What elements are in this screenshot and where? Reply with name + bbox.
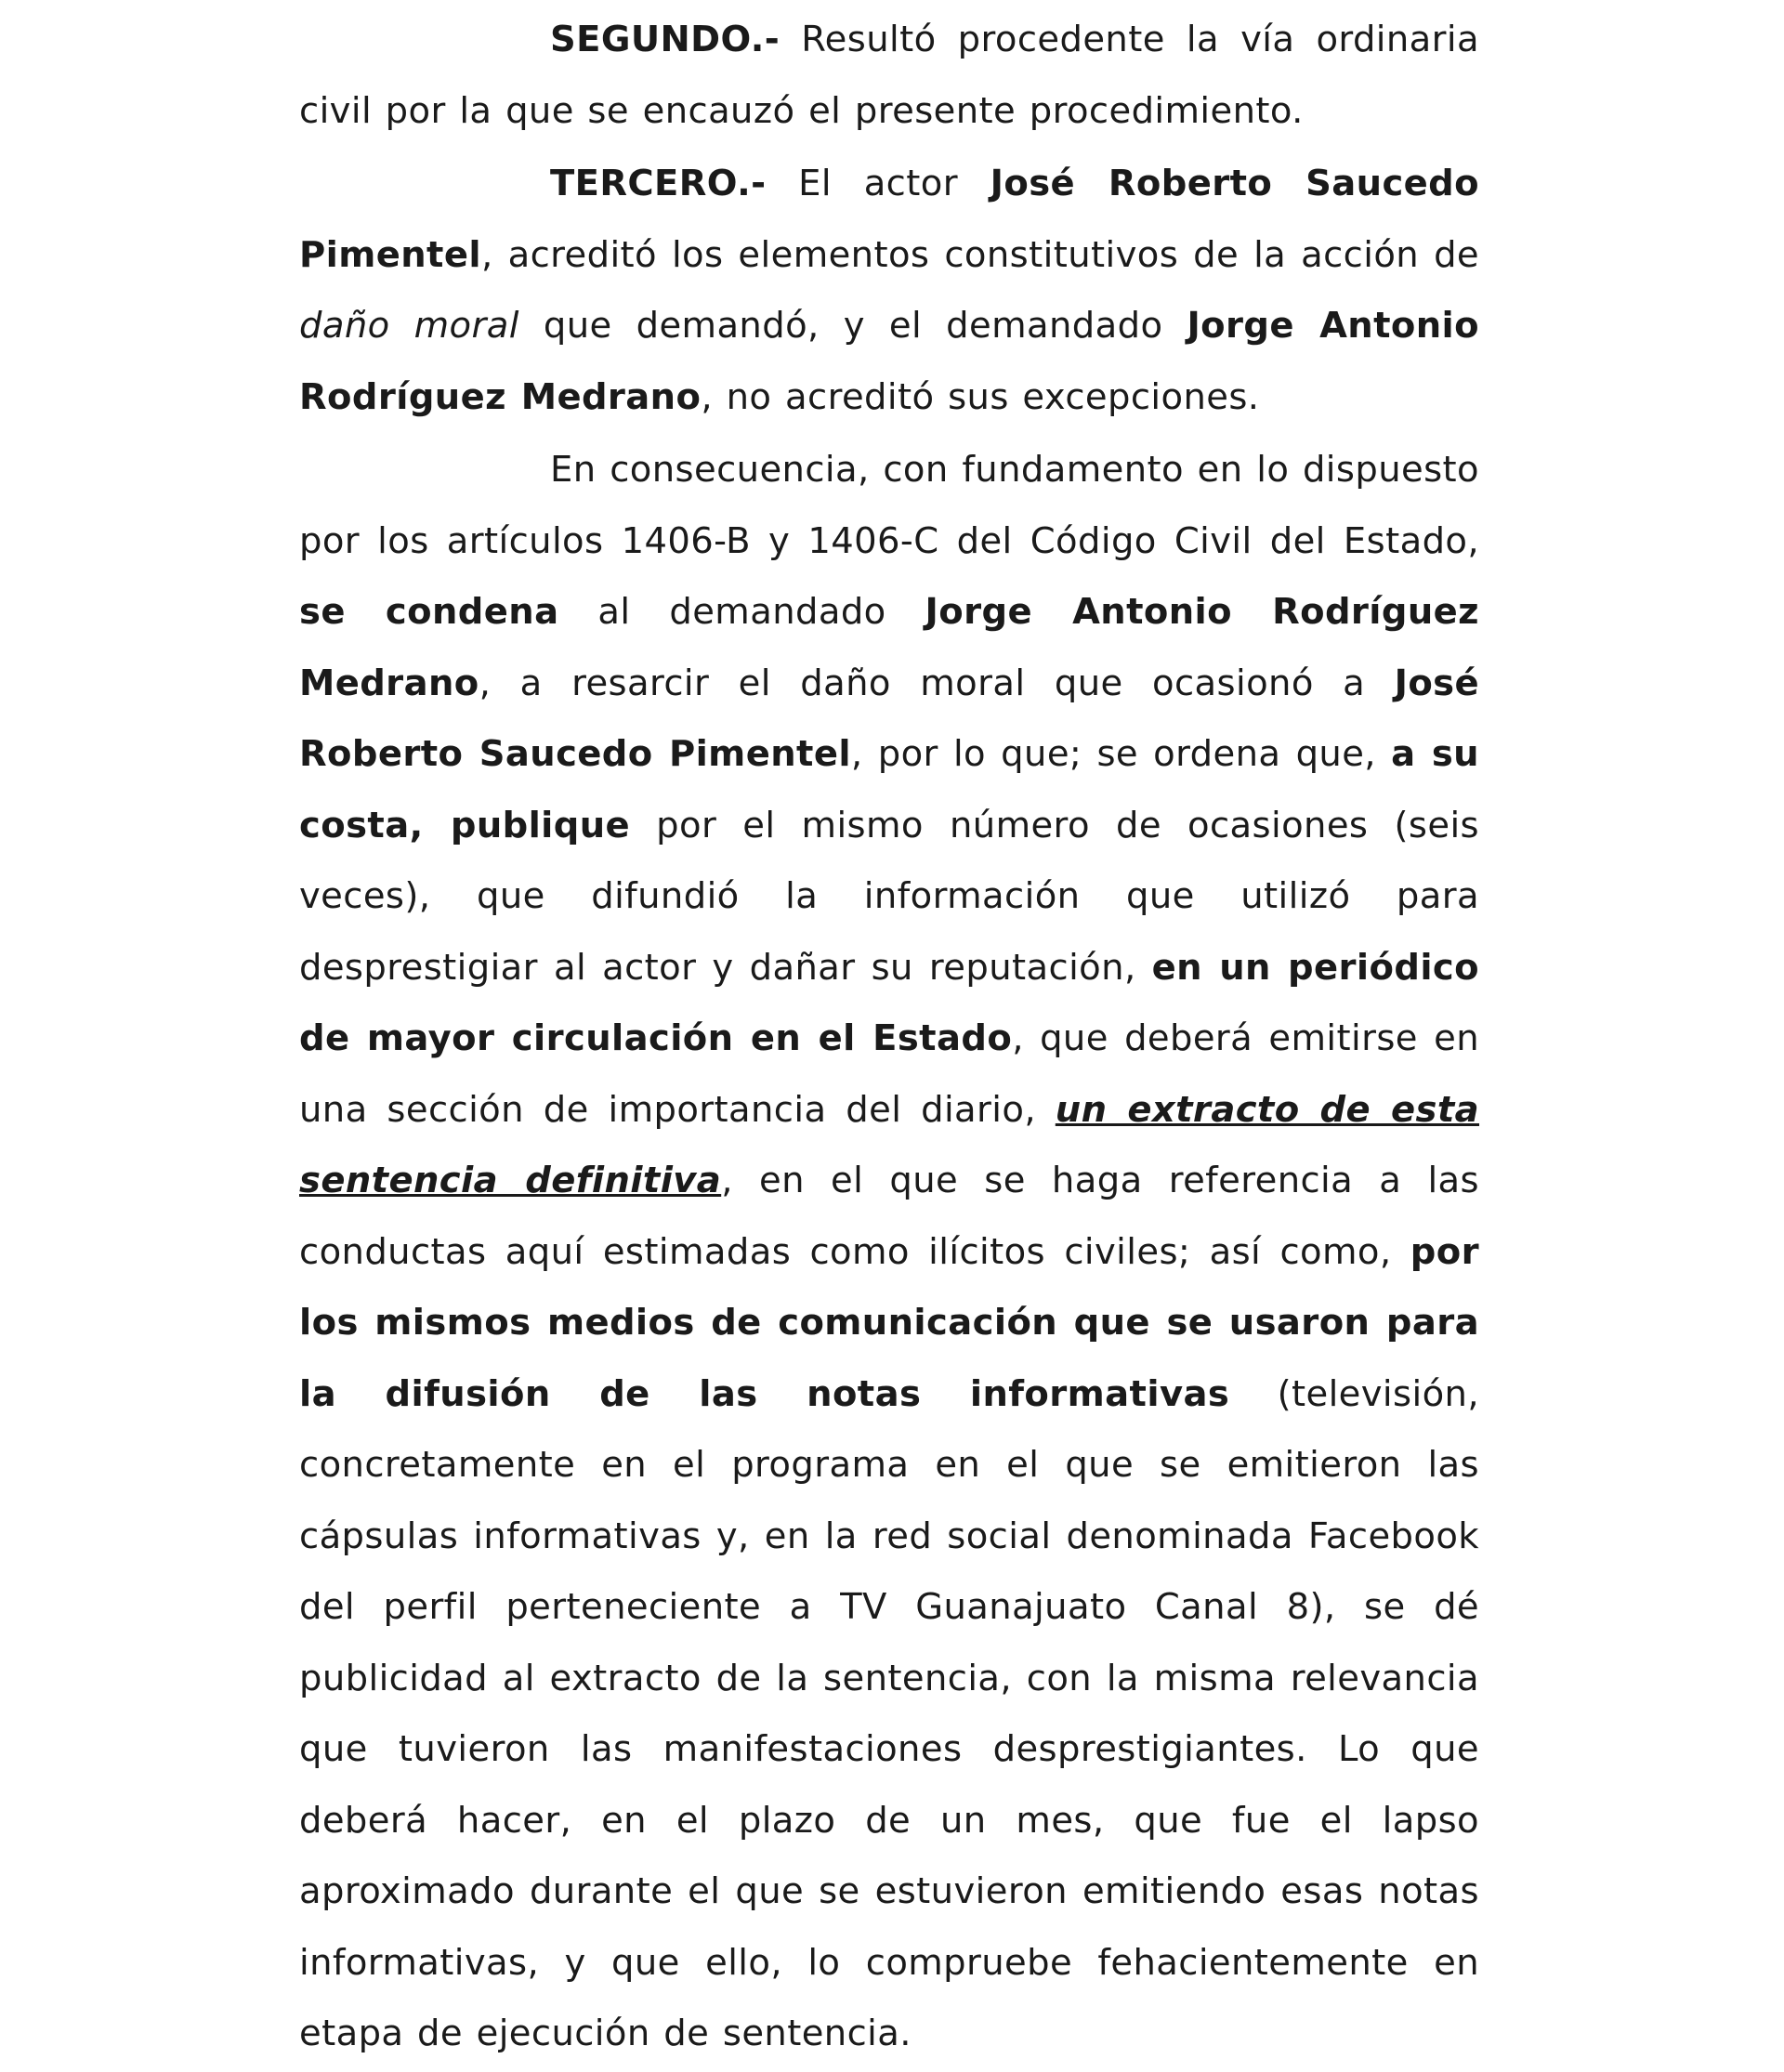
party-name-demandado: Jorge Antonio Rodríguez Medrano xyxy=(299,591,1479,704)
resolutivo-label-tercero: TERCERO.- xyxy=(550,163,767,204)
paragraph-text: Resultó procedente la vía ordinaria civil por la que se encauzó el presente procedimiento. xyxy=(299,19,1479,132)
paragraph-tercero xyxy=(299,149,1479,433)
party-name-actor: José Roberto Saucedo Pimentel xyxy=(299,163,1479,276)
party-name-demandado: Jorge Antonio Rodríguez Medrano xyxy=(299,305,1479,418)
paragraph-segundo xyxy=(299,0,1479,147)
bold-periodico: en un periódico de mayor circulación en el Estado xyxy=(299,946,1479,1059)
bold-se-condena: se condena xyxy=(299,591,559,633)
party-name-actor: José Roberto Saucedo Pimentel xyxy=(299,662,1479,775)
paragraph-text: , a resarcir el daño moral que ocasionó a xyxy=(479,662,1395,704)
paragraph-text: El actor xyxy=(766,163,990,204)
paragraph-text: al demandado xyxy=(558,591,925,633)
paragraph-text: , por lo que; se ordena que, xyxy=(850,733,1392,775)
paragraph-text: En consecuencia, con fundamento en lo dispuesto por los artículos 1406-B y 1406-C del Código Civil del Estado, xyxy=(299,449,1479,562)
paragraph-text: , acreditó los elementos constitutivos de la acción de xyxy=(480,233,1479,276)
paragraph-text: , que deberá emitirse en una sección de importancia del diario, xyxy=(299,1017,1480,1131)
emphasis-dano-moral: daño moral xyxy=(299,305,519,347)
document-page xyxy=(299,0,1479,2072)
paragraph-text: , no acreditó sus excepciones. xyxy=(701,375,1260,418)
paragraph-text: por el mismo número de ocasiones (seis veces), que difundió la información que utilizó para desprestigiar al actor y dañar su reputación, xyxy=(299,804,1479,989)
paragraph-text: que demandó, y el demandado xyxy=(518,305,1187,347)
bold-a-su-costa: a su costa, publique xyxy=(299,733,1479,846)
paragraph-text: , en el que se haga referencia a las conductas aquí estimadas como ilícitos civiles; así como, xyxy=(299,1160,1479,1273)
underlined-extracto-sentencia: un extracto de esta sentencia definitiva xyxy=(299,1088,1480,1201)
paragraph-text: (televisión, concretamente en el programa en el que se emitieron las cápsulas informativas y, en la red social denominada Facebook del perfil perteneciente a TV Guanajuato Canal 8), se dé publicidad al extracto de la sentencia, con la misma relevancia que tuvieron las manifestaciones desprestigiantes. Lo que deberá hacer, en el plazo de un mes, que fue el lapso aproximado durante el que se estuvieron emitiendo esas notas informativas, y que ello, lo compruebe fehacientemente en etapa de ejecución de sentencia. xyxy=(299,1372,1479,2054)
paragraph-consecuencia xyxy=(299,435,1479,2070)
bold-medios-comunicacion: por los mismos medios de comunicación que se usaron para la difusión de las notas informativas xyxy=(299,1230,1479,1415)
resolutivo-label-segundo: SEGUNDO.- xyxy=(550,19,780,60)
